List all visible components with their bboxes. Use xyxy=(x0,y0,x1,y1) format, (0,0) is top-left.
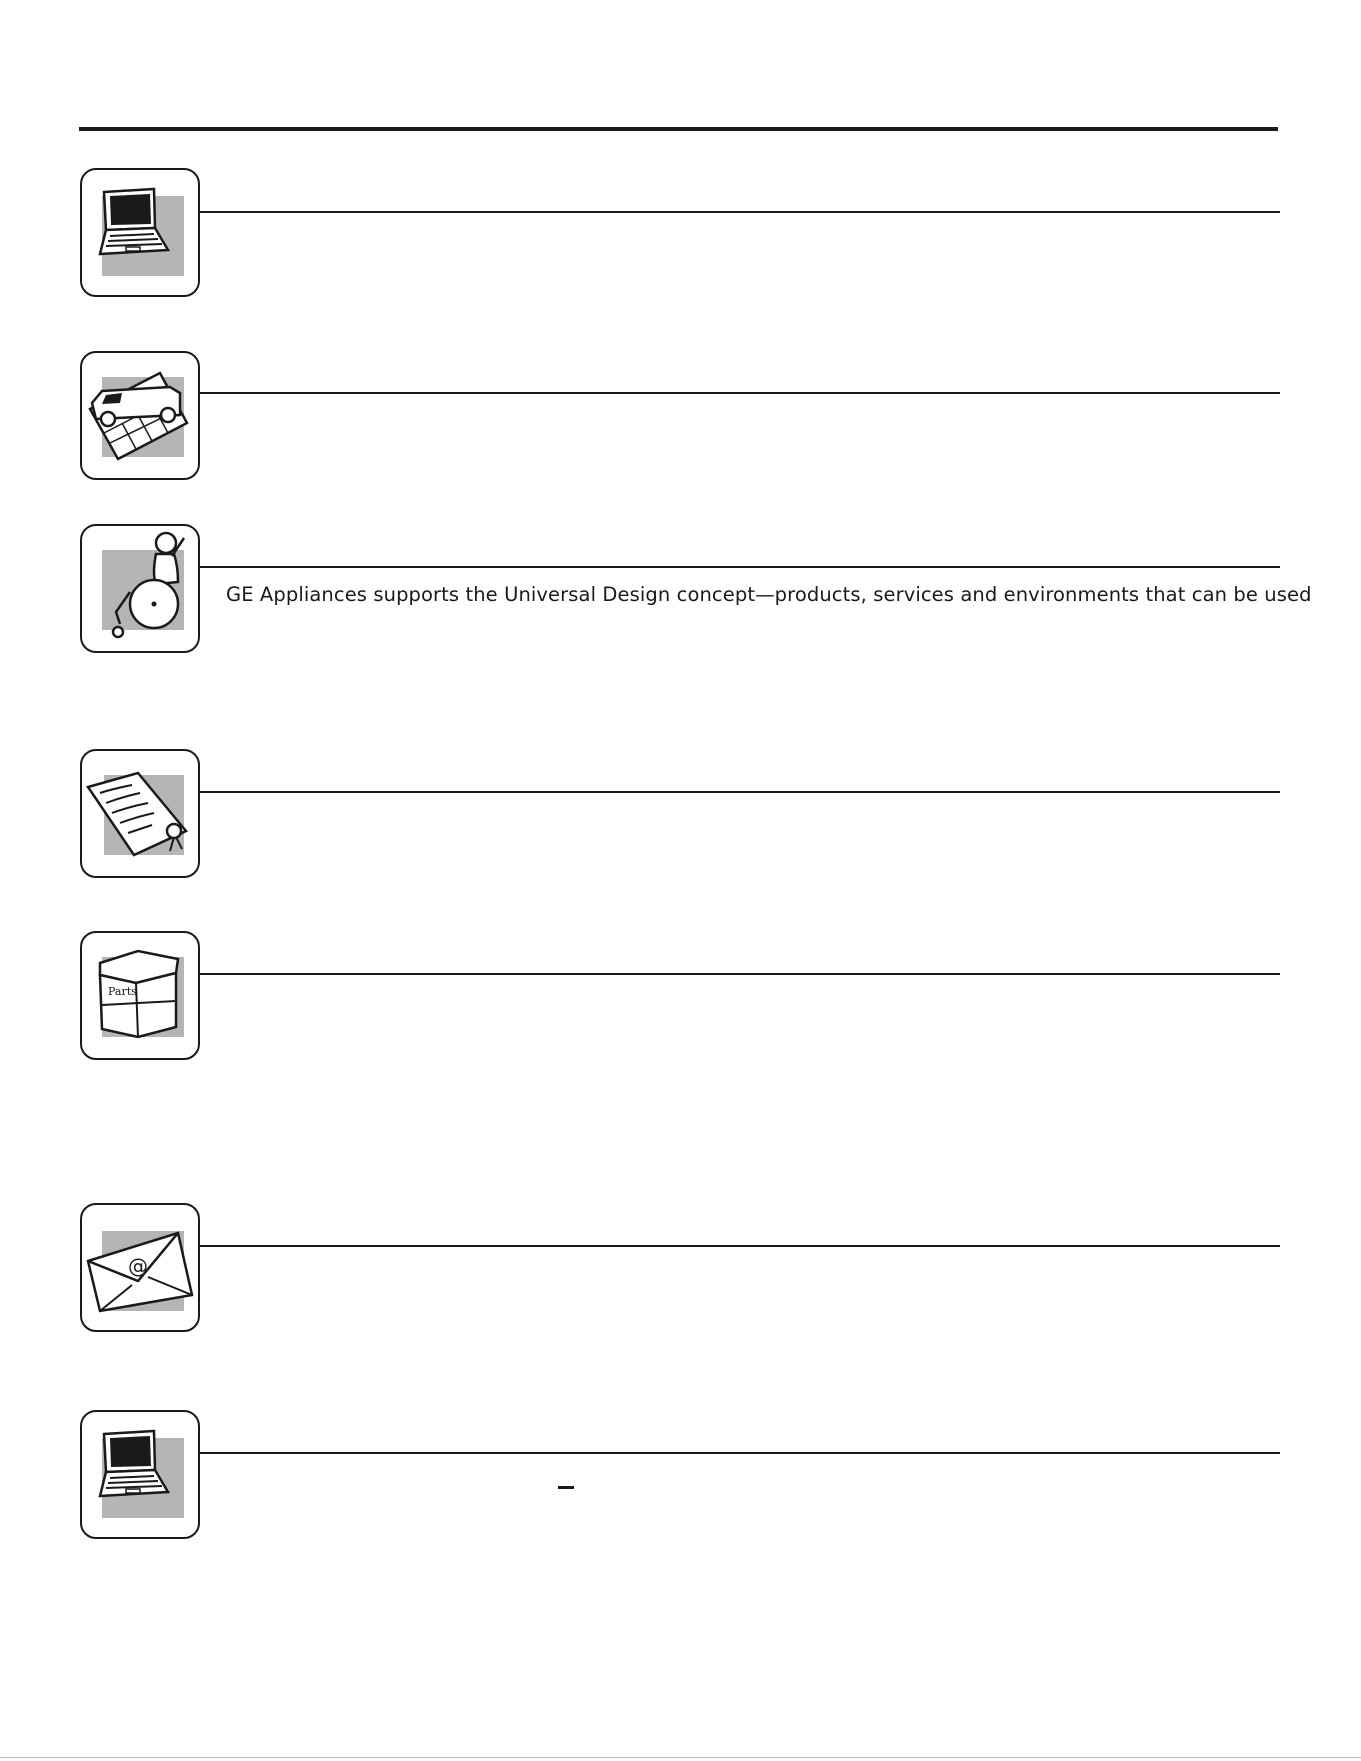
section-2-icon-frame xyxy=(80,351,200,480)
wheelchair-icon xyxy=(82,526,197,650)
section-3-rule xyxy=(200,566,1280,568)
section-7-icon-frame xyxy=(80,1410,200,1539)
parts-box-label: Parts xyxy=(108,985,137,998)
section-6-icon-frame xyxy=(80,1203,200,1332)
page-header-rule xyxy=(79,127,1278,131)
section-4-icon-frame xyxy=(80,749,200,878)
certificate-icon xyxy=(82,751,197,875)
universal-design-text: GE Appliances supports the Universal Design concept—products, services and environments that can be used xyxy=(226,583,1312,606)
section-2-rule xyxy=(200,392,1280,394)
laptop-icon xyxy=(82,170,197,294)
laptop-icon xyxy=(82,1412,197,1536)
section-5-rule xyxy=(200,973,1280,975)
parts-box-icon xyxy=(82,933,197,1057)
section-3-icon-frame xyxy=(80,524,200,653)
section-5-icon-frame xyxy=(80,931,200,1060)
email-envelope-icon xyxy=(82,1205,197,1329)
dash-mark xyxy=(558,1486,574,1489)
section-7-rule xyxy=(200,1452,1280,1454)
section-1-icon-frame xyxy=(80,168,200,297)
section-6-rule xyxy=(200,1245,1280,1247)
section-4-rule xyxy=(200,791,1280,793)
page-footer-rule xyxy=(0,1757,1361,1758)
service-van-calendar-icon xyxy=(82,353,197,477)
section-1-rule xyxy=(200,211,1280,213)
svg-text:@: @ xyxy=(128,1254,148,1278)
